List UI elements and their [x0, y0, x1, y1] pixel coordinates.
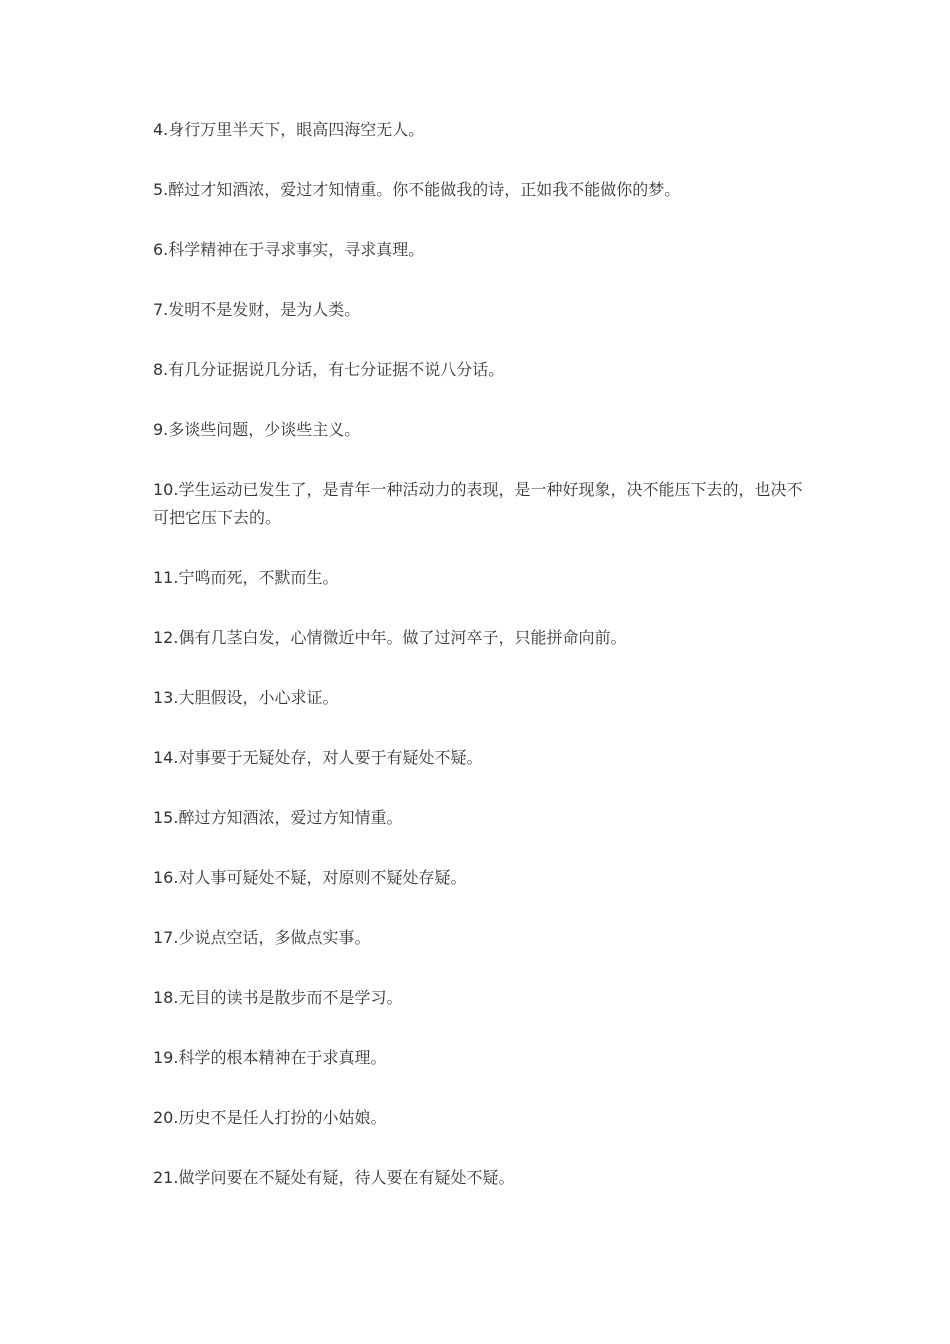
- quote-item-11: 11.宁鸣而死，不默而生。: [153, 568, 339, 587]
- quote-item-18: 18.无目的读书是散步而不是学习。: [153, 988, 403, 1007]
- quote-item-4: 4.身行万里半天下，眼高四海空无人。: [153, 120, 425, 139]
- quote-item-5: 5.醉过才知酒浓，爱过才知情重。你不能做我的诗，正如我不能做你的梦。: [153, 180, 681, 199]
- quote-item-19: 19.科学的根本精神在于求真理。: [153, 1048, 387, 1067]
- quote-item-17: 17.少说点空话，多做点实事。: [153, 928, 371, 947]
- quote-list: [153, 116, 803, 1224]
- quote-item-9: 9.多谈些问题，少谈些主义。: [153, 420, 361, 439]
- quote-item-8: 8.有几分证据说几分话，有七分证据不说八分话。: [153, 360, 505, 379]
- quote-item-12: 12.偶有几茎白发，心情微近中年。做了过河卒子，只能拼命向前。: [153, 628, 627, 647]
- quote-item-14: 14.对事要于无疑处存，对人要于有疑处不疑。: [153, 748, 483, 767]
- quote-item-7: 7.发明不是发财，是为人类。: [153, 300, 361, 319]
- quote-item-21: 21.做学问要在不疑处有疑，待人要在有疑处不疑。: [153, 1168, 515, 1187]
- quote-item-13: 13.大胆假设，小心求证。: [153, 688, 339, 707]
- quote-item-6: 6.科学精神在于寻求事实，寻求真理。: [153, 240, 425, 259]
- quote-item-10: 10.学生运动已发生了，是青年一种活动力的表现，是一种好现象，决不能压下去的，也决不可把它压下去的。: [153, 480, 803, 527]
- quote-item-15: 15.醉过方知酒浓，爱过方知情重。: [153, 808, 403, 827]
- quote-item-16: 16.对人事可疑处不疑，对原则不疑处存疑。: [153, 868, 467, 887]
- quote-item-20: 20.历史不是任人打扮的小姑娘。: [153, 1108, 387, 1127]
